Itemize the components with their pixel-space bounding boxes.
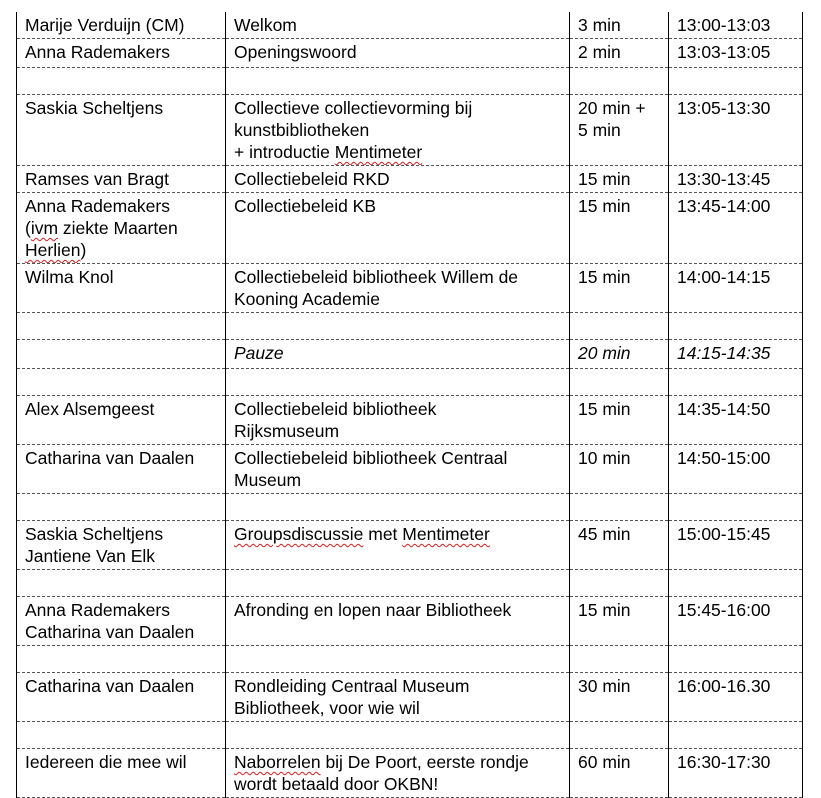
empty-row — [17, 313, 803, 340]
speaker-cell — [17, 369, 226, 396]
agenda-body — [17, 12, 803, 798]
speaker-cell — [17, 39, 226, 68]
duration-cell — [570, 369, 669, 396]
time-cell — [669, 570, 803, 597]
time-text: 14:00-14:15 — [677, 267, 771, 287]
speaker-cell — [17, 95, 226, 166]
duration-text: 20 min + — [578, 98, 646, 118]
topic-cell — [226, 722, 570, 749]
spellcheck-word: ivm — [30, 218, 59, 238]
topic-text: Museum — [234, 470, 302, 490]
table-row — [17, 749, 803, 798]
time-text: 14:50-15:00 — [677, 448, 771, 468]
empty-row — [17, 369, 803, 396]
duration-text: 10 min — [578, 448, 631, 468]
duration-cell — [570, 193, 669, 264]
duration-cell — [570, 68, 669, 95]
time-cell — [669, 445, 803, 494]
duration-cell — [570, 673, 669, 722]
speaker-text: Alex Alsemgeest — [25, 399, 155, 419]
speaker-text: Saskia Scheltjens — [25, 98, 164, 118]
topic-cell — [226, 646, 570, 673]
duration-text: 20 min — [578, 343, 631, 363]
empty-row — [17, 68, 803, 95]
duration-cell — [570, 313, 669, 340]
topic-cell — [226, 193, 570, 264]
topic-text: Rondleiding Centraal Museum — [234, 676, 470, 696]
speaker-cell — [17, 193, 226, 264]
speaker-cell — [17, 68, 226, 95]
duration-text: 30 min — [578, 676, 631, 696]
speaker-cell — [17, 722, 226, 749]
table-row — [17, 521, 803, 570]
duration-text: 15 min — [578, 600, 631, 620]
topic-text: Groupsdiscussie met Mentimeter — [234, 524, 490, 544]
topic-cell — [226, 494, 570, 521]
table-row — [17, 166, 803, 193]
speaker-text: Ramses van Bragt — [25, 169, 169, 189]
time-text: 13:05-13:30 — [677, 98, 771, 118]
topic-text: Welkom — [234, 15, 297, 35]
duration-text: 15 min — [578, 267, 631, 287]
topic-cell — [226, 396, 570, 445]
speaker-text: Marije Verduijn (CM) — [25, 15, 185, 35]
topic-cell — [226, 570, 570, 597]
time-text: 14:35-14:50 — [677, 399, 771, 419]
time-cell — [669, 95, 803, 166]
time-text: 16:00-16.30 — [677, 676, 771, 696]
speaker-text: Saskia Scheltjens — [25, 524, 164, 544]
topic-cell — [226, 340, 570, 369]
time-cell — [669, 396, 803, 445]
duration-cell — [570, 95, 669, 166]
time-cell — [669, 722, 803, 749]
topic-text: kunstbibliotheken — [234, 120, 370, 140]
duration-cell — [570, 521, 669, 570]
speaker-cell — [17, 313, 226, 340]
time-cell — [669, 39, 803, 68]
time-cell — [669, 264, 803, 313]
topic-text: Afronding en lopen naar Bibliotheek — [234, 600, 512, 620]
duration-text: 60 min — [578, 752, 631, 772]
table-row — [17, 396, 803, 445]
time-cell — [669, 646, 803, 673]
topic-cell — [226, 166, 570, 193]
speaker-text: Catharina van Daalen — [25, 448, 195, 468]
spellcheck-word: Naborrelen — [234, 752, 321, 772]
empty-row — [17, 646, 803, 673]
duration-text: 15 min — [578, 169, 631, 189]
speaker-cell — [17, 597, 226, 646]
topic-text: Collectieve collectievorming bij — [234, 98, 473, 118]
topic-cell — [226, 673, 570, 722]
duration-text: 45 min — [578, 524, 631, 544]
spellcheck-word: Groupsdiscussie — [234, 524, 364, 544]
topic-cell — [226, 313, 570, 340]
table-row — [17, 445, 803, 494]
topic-text: Naborrelen bij De Poort, eerste rondje — [234, 752, 529, 772]
speaker-cell — [17, 673, 226, 722]
topic-text: Collectiebeleid bibliotheek Centraal — [234, 448, 508, 468]
duration-cell — [570, 722, 669, 749]
topic-text: Collectiebeleid bibliotheek — [234, 399, 437, 419]
empty-row — [17, 570, 803, 597]
topic-cell — [226, 521, 570, 570]
topic-cell — [226, 597, 570, 646]
speaker-cell — [17, 396, 226, 445]
duration-cell — [570, 597, 669, 646]
duration-cell — [570, 166, 669, 193]
speaker-cell — [17, 445, 226, 494]
time-cell — [669, 494, 803, 521]
topic-cell — [226, 95, 570, 166]
speaker-cell — [17, 340, 226, 369]
speaker-text: Iedereen die mee wil — [25, 752, 187, 772]
speaker-text: Catharina van Daalen — [25, 622, 195, 642]
duration-cell — [570, 396, 669, 445]
duration-cell — [570, 749, 669, 798]
topic-text: + introductie Mentimeter — [234, 142, 423, 162]
time-text: 14:15-14:35 — [677, 343, 771, 363]
text-cursor — [16, 757, 17, 773]
duration-cell — [570, 646, 669, 673]
table-row — [17, 95, 803, 166]
time-cell — [669, 68, 803, 95]
speaker-text: Wilma Knol — [25, 267, 114, 287]
duration-cell — [570, 445, 669, 494]
topic-cell — [226, 68, 570, 95]
time-cell — [669, 340, 803, 369]
spellcheck-word: Mentimeter — [402, 524, 490, 544]
table-row — [17, 12, 803, 39]
speaker-text: Anna Rademakers — [25, 600, 170, 620]
duration-text: 15 min — [578, 399, 631, 419]
time-text: 13:03-13:05 — [677, 42, 771, 62]
time-text: 13:30-13:45 — [677, 169, 771, 189]
table-row — [17, 264, 803, 313]
speaker-cell — [17, 12, 226, 39]
speaker-text: Catharina van Daalen — [25, 676, 195, 696]
table-row — [17, 39, 803, 68]
topic-text: Kooning Academie — [234, 289, 380, 309]
time-text: 13:00-13:03 — [677, 15, 771, 35]
duration-cell — [570, 12, 669, 39]
table-row — [17, 193, 803, 264]
speaker-cell — [17, 494, 226, 521]
duration-cell — [570, 494, 669, 521]
table-row — [17, 597, 803, 646]
time-text: 13:45-14:00 — [677, 196, 771, 216]
duration-text: 5 min — [578, 120, 621, 140]
speaker-cell — [17, 521, 226, 570]
time-text: 15:45-16:00 — [677, 600, 771, 620]
topic-text: Collectiebeleid KB — [234, 196, 377, 216]
topic-text: Bibliotheek, voor wie wil — [234, 698, 420, 718]
table-row — [17, 340, 803, 369]
topic-text: Openingswoord — [234, 42, 357, 62]
topic-text: Pauze — [234, 343, 284, 363]
duration-cell — [570, 264, 669, 313]
speaker-cell — [17, 749, 226, 798]
speaker-text: Herlien) — [25, 240, 87, 260]
duration-cell — [570, 570, 669, 597]
empty-row — [17, 494, 803, 521]
speaker-text: Anna Rademakers — [25, 196, 170, 216]
topic-cell — [226, 264, 570, 313]
table-row — [17, 673, 803, 722]
time-cell — [669, 673, 803, 722]
time-cell — [669, 369, 803, 396]
time-cell — [669, 597, 803, 646]
topic-text: Rijksmuseum — [234, 421, 340, 441]
time-text: 16:30-17:30 — [677, 752, 771, 772]
time-cell — [669, 749, 803, 798]
spellcheck-word: Mentimeter — [334, 142, 423, 162]
topic-cell — [226, 445, 570, 494]
duration-text: 15 min — [578, 196, 631, 216]
duration-text: 3 min — [578, 15, 621, 35]
time-cell — [669, 313, 803, 340]
agenda-table — [16, 12, 803, 798]
speaker-cell — [17, 166, 226, 193]
topic-text: Collectiebeleid RKD — [234, 169, 390, 189]
topic-cell — [226, 749, 570, 798]
topic-text: Collectiebeleid bibliotheek Willem de — [234, 267, 519, 287]
duration-text: 2 min — [578, 42, 621, 62]
duration-cell — [570, 340, 669, 369]
speaker-cell — [17, 570, 226, 597]
empty-row — [17, 722, 803, 749]
topic-text: wordt betaald door OKBN! — [234, 774, 439, 794]
spellcheck-word: Herlien — [25, 240, 81, 260]
duration-cell — [570, 39, 669, 68]
speaker-text: Jantiene Van Elk — [25, 546, 156, 566]
speaker-text: (ivm ziekte Maarten — [25, 218, 178, 238]
speaker-cell — [17, 646, 226, 673]
time-cell — [669, 166, 803, 193]
time-text: 15:00-15:45 — [677, 524, 771, 544]
topic-cell — [226, 39, 570, 68]
time-cell — [669, 12, 803, 39]
topic-cell — [226, 369, 570, 396]
time-cell — [669, 193, 803, 264]
speaker-text: Anna Rademakers — [25, 42, 170, 62]
speaker-cell — [17, 264, 226, 313]
topic-cell — [226, 12, 570, 39]
time-cell — [669, 521, 803, 570]
